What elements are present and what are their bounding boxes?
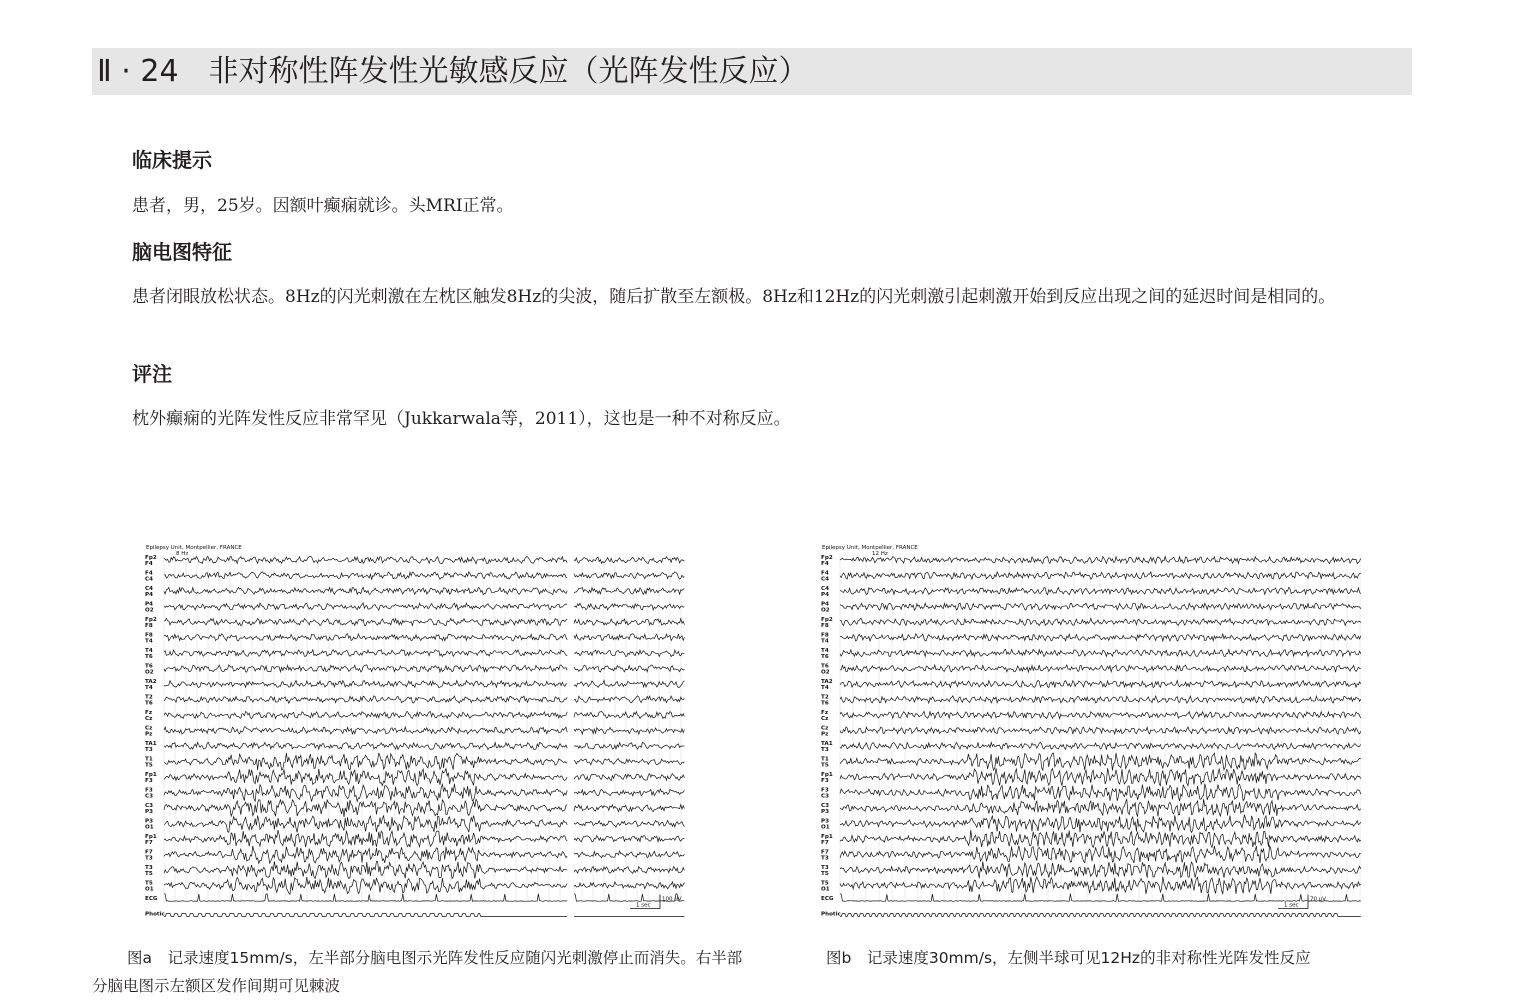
eeg-trace: [164, 769, 567, 786]
channel-label: Fp1: [821, 834, 833, 840]
eeg-trace: [164, 696, 567, 703]
channel-label: T3: [821, 855, 829, 862]
channel-label: P4: [821, 601, 829, 608]
section-heading-comment: 评注: [132, 362, 172, 386]
channel-label: O2: [821, 607, 830, 614]
scale-time-label: 1 sec: [636, 902, 651, 909]
channel-label: T5: [145, 871, 153, 877]
channel-label: F8: [821, 632, 829, 639]
channel-label: Photic: [145, 911, 165, 918]
eeg-trace: [164, 572, 567, 579]
channel-label: C4: [145, 586, 153, 592]
channel-label: T2: [821, 694, 829, 701]
eeg-trace: [574, 603, 684, 610]
eeg-trace: [574, 634, 684, 641]
channel-label: T6: [821, 654, 829, 660]
eeg-trace: [164, 618, 567, 625]
channel-label: T3: [821, 747, 829, 753]
eeg-trace: [574, 650, 684, 657]
channel-label: P3: [145, 809, 153, 815]
channel-label: O1: [821, 824, 830, 831]
channel-label: T6: [821, 663, 829, 670]
scale-amplitude-label: 70 µV: [1310, 896, 1327, 903]
photic-trace: [164, 914, 567, 917]
channel-label: Fp2: [821, 617, 833, 623]
channel-label: TA2: [821, 679, 833, 685]
channel-label: O2: [145, 607, 154, 614]
channel-label: F8: [145, 623, 153, 629]
channel-label: C4: [821, 586, 829, 592]
channel-label: P3: [821, 809, 829, 815]
eeg-figure-a: [142, 540, 687, 935]
eeg-trace: [164, 727, 567, 734]
channel-label: TA1: [145, 741, 157, 747]
channel-label: T1: [145, 756, 153, 763]
figure-header-label: Epilepsy Unit, Montpellier, FRANCE: [146, 545, 242, 551]
channel-label: C3: [145, 803, 153, 809]
channel-label: F4: [145, 561, 153, 567]
channel-label: Cz: [821, 725, 829, 732]
channel-label: F3: [145, 787, 153, 794]
channel-label: T3: [821, 865, 829, 871]
channel-label: Cz: [145, 725, 153, 732]
channel-label: Photic: [821, 911, 841, 918]
eeg-trace: [164, 753, 567, 770]
eeg-trace: [574, 588, 684, 595]
channel-label: C3: [145, 793, 153, 800]
eeg-trace: [574, 805, 684, 812]
channel-label: T3: [145, 747, 153, 753]
eeg-trace: [574, 696, 684, 703]
channel-label: T4: [821, 685, 829, 691]
channel-label: T3: [145, 865, 153, 871]
channel-label: F3: [821, 778, 829, 784]
channel-label: Pz: [821, 731, 829, 738]
channel-label: Fp1: [821, 772, 833, 778]
scale-amplitude-label: 100 µV: [662, 896, 682, 903]
comment-text: 枕外癫痫的光阵发性反应非常罕见（Jukkarwala等，2011），这也是一种不对称反应。: [132, 409, 791, 429]
eeg-trace: [164, 816, 567, 833]
channel-label: F4: [821, 561, 829, 567]
eeg-trace: [164, 650, 567, 657]
channel-label: P4: [145, 592, 153, 598]
channel-label: F3: [821, 787, 829, 794]
channel-label: TA2: [145, 679, 157, 685]
channel-label: Fp1: [145, 772, 157, 778]
eeg-trace: [574, 882, 684, 889]
section-heading-clinical: 临床提示: [132, 148, 212, 172]
channel-label: C4: [145, 576, 153, 583]
channel-label: T4: [821, 648, 829, 654]
channel-label: T5: [145, 762, 153, 769]
eeg-trace: [164, 877, 567, 894]
eeg-trace-panel: [818, 540, 1363, 935]
channel-label: Pz: [145, 731, 153, 738]
eeg-trace: [164, 603, 567, 610]
eeg-trace: [164, 830, 567, 847]
eeg-figure-b: [818, 540, 1363, 935]
eeg-trace: [574, 851, 684, 858]
figure-a-caption: 图a 记录速度15mm/s，左半部分脑电图示光阵发性反应随闪光刺激停止而消失。右半部分脑电图示左额区发作间期可见棘波: [92, 949, 743, 995]
eeg-trace: [574, 867, 684, 874]
channel-label: T5: [821, 762, 829, 769]
channel-label: F7: [145, 840, 153, 846]
channel-label: C4: [821, 576, 829, 583]
eeg-trace: [164, 681, 567, 688]
eeg-trace: [164, 557, 567, 564]
channel-label: T5: [821, 880, 829, 887]
scale-time-label: 1 sec: [1284, 902, 1299, 909]
channel-label: Cz: [821, 716, 829, 722]
channel-label: T4: [145, 685, 153, 691]
channel-label: ECG: [821, 896, 834, 902]
channel-label: F7: [821, 849, 829, 856]
channel-label: T4: [821, 638, 829, 645]
channel-label: O2: [821, 669, 830, 676]
channel-label: TA1: [821, 741, 833, 747]
eeg-trace: [164, 587, 567, 594]
ecg-trace: [164, 894, 567, 902]
channel-label: T6: [145, 700, 153, 707]
channel-label: T1: [821, 756, 829, 763]
channel-label: F8: [145, 632, 153, 639]
eeg-trace: [164, 861, 567, 878]
channel-label: Cz: [145, 716, 153, 722]
channel-label: T5: [821, 871, 829, 877]
eeg-trace: [164, 799, 567, 817]
channel-label: F7: [821, 840, 829, 846]
eeg-trace: [574, 727, 684, 734]
channel-label: T3: [145, 855, 153, 862]
stimulus-label: 12 Hz: [872, 551, 888, 557]
channel-label: F4: [145, 570, 153, 577]
channel-label: Fp2: [145, 555, 157, 561]
channel-label: T5: [145, 880, 153, 887]
channel-label: T2: [145, 694, 153, 701]
channel-label: O1: [145, 886, 154, 893]
channel-label: P4: [821, 592, 829, 598]
channel-label: T6: [821, 700, 829, 707]
channel-label: Fz: [145, 710, 153, 716]
chapter-title: Ⅱ · 24 非对称性阵发性光敏感反应（光阵发性反应）: [97, 54, 809, 89]
eeg-trace: [574, 712, 684, 719]
figure-header-label: Epilepsy Unit, Montpellier, FRANCE: [822, 545, 918, 551]
channel-label: C3: [821, 793, 829, 800]
channel-label: F7: [145, 849, 153, 856]
channel-label: P4: [145, 601, 153, 608]
channel-label: Fp1: [145, 834, 157, 840]
channel-label: F3: [145, 778, 153, 784]
channel-label: C3: [821, 803, 829, 809]
eeg-trace: [574, 774, 684, 781]
eeg-trace: [574, 557, 684, 564]
eeg-trace: [574, 836, 684, 842]
channel-label: ECG: [145, 896, 158, 902]
eeg-trace: [574, 759, 684, 765]
channel-label: Fp2: [145, 617, 157, 623]
eeg-trace: [574, 680, 684, 687]
eeg-trace: [574, 572, 684, 579]
channel-label: F4: [821, 570, 829, 577]
channel-label: O1: [821, 886, 830, 893]
channel-label: T6: [145, 654, 153, 660]
channel-label: Fp2: [821, 555, 833, 561]
channel-label: O2: [145, 669, 154, 676]
eeg-text: 患者闭眼放松状态。8Hz的闪光刺激在左枕区触发8Hz的尖波，随后扩散至左额极。8Hz和12Hz的闪光刺激引起刺激开始到反应出现之间的延迟时间是相同的。: [132, 287, 1336, 307]
eeg-trace: [574, 742, 684, 749]
channel-label: T6: [145, 663, 153, 670]
photic-trace: [840, 914, 1361, 917]
eeg-trace: [574, 820, 684, 827]
eeg-trace: [164, 712, 567, 719]
eeg-trace: [574, 789, 684, 796]
channel-label: F8: [821, 623, 829, 629]
channel-label: T4: [145, 638, 153, 645]
eeg-trace: [164, 846, 567, 864]
channel-label: P3: [821, 818, 829, 825]
eeg-trace: [574, 665, 684, 672]
channel-label: O1: [145, 824, 154, 831]
eeg-trace: [574, 619, 684, 626]
clinical-text: 患者，男，25岁。因额叶癫痫就诊。头MRI正常。: [132, 196, 514, 216]
eeg-trace: [164, 634, 567, 641]
section-heading-eeg: 脑电图特征: [132, 240, 232, 264]
stimulus-label: 8 Hz: [176, 551, 189, 557]
eeg-trace-panel: [142, 540, 687, 935]
channel-label: T4: [145, 648, 153, 654]
eeg-trace: [164, 742, 567, 749]
channel-label: P3: [145, 818, 153, 825]
channel-label: Fz: [821, 710, 829, 716]
figure-b-caption: 图b 记录速度30mm/s，左侧半球可见12Hz的非对称性光阵发性反应: [826, 949, 1311, 967]
eeg-trace: [164, 665, 567, 672]
eeg-trace: [164, 784, 567, 802]
